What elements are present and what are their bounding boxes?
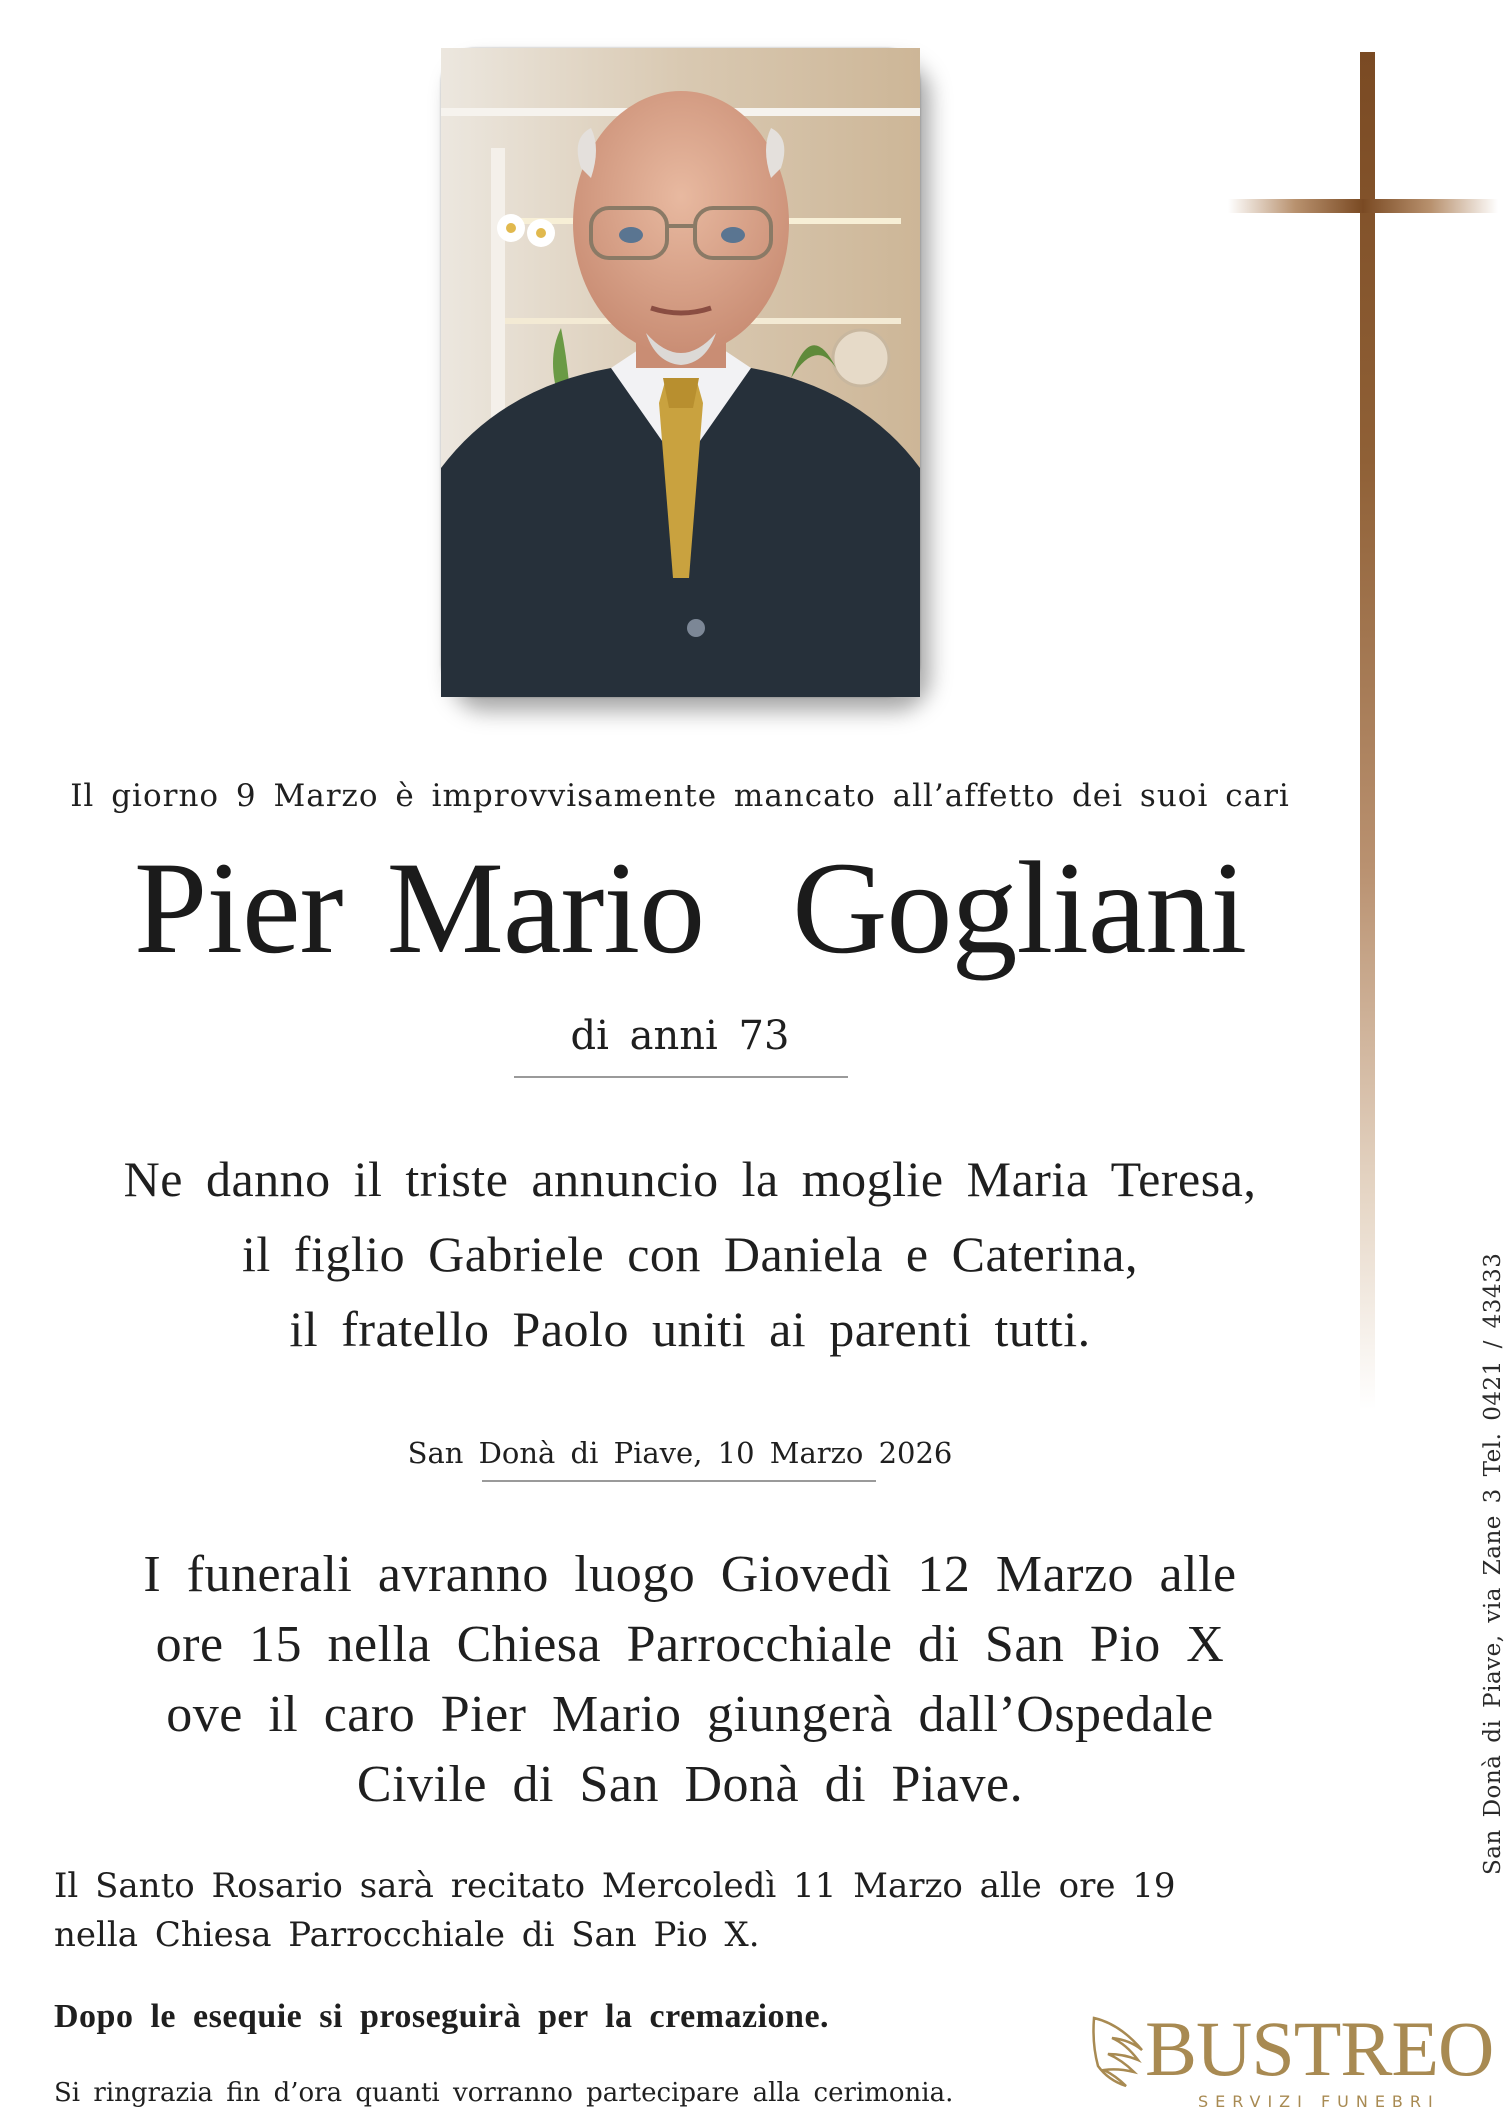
agency-logo	[1090, 2005, 1494, 2111]
funeral-line: Civile di San Donà di Piave.	[356, 1756, 1024, 1813]
age-text: di anni 73	[570, 1013, 790, 1059]
funeral-block	[30, 1540, 1350, 1820]
agency-logo-subtitle: SERVIZI FUNEBRI	[1198, 2092, 1440, 2111]
funeral-line: I funerali avranno luogo Giovedì 12 Marzo alle	[143, 1546, 1237, 1603]
announcement-line: il figlio Gabriele con Daniela e Caterina,	[242, 1226, 1138, 1282]
intro-text: Il giorno 9 Marzo è improvvisamente mancato all’affetto dei suoi cari	[70, 778, 1290, 814]
rosary-line: Il Santo Rosario sarà recitato Mercoledì 11 Marzo alle ore 19	[54, 1866, 1176, 1906]
funeral-line: ove il caro Pier Mario giungerà dall’Ospedale	[166, 1686, 1214, 1743]
rosary-block	[54, 1862, 1254, 1960]
wing-icon	[1090, 2010, 1150, 2090]
deceased-name: Pier Mario Gogliani	[133, 834, 1247, 981]
deceased-portrait	[441, 48, 920, 697]
thanks-note: Si ringrazia fin d’ora quanti vorranno partecipare alla cerimonia.	[54, 2078, 954, 2108]
cross-vertical-bar	[1360, 52, 1375, 1410]
announcement-block	[30, 1142, 1350, 1367]
divider-rule	[482, 1480, 876, 1482]
cross-horizontal-bar	[1228, 199, 1498, 213]
place-date: San Donà di Piave, 10 Marzo 2026	[407, 1436, 953, 1470]
agency-logo-name: BUSTREO	[1145, 2005, 1494, 2092]
divider-rule	[514, 1076, 848, 1078]
portrait-illustration	[441, 48, 920, 697]
rosary-line: nella Chiesa Parrocchiale di San Pio X.	[54, 1915, 760, 1955]
funeral-line: ore 15 nella Chiesa Parrocchiale di San Pio X	[155, 1616, 1225, 1673]
agency-contact: San Donà di Piave, via Zane 3 Tel. 0421 / 43433	[1480, 1252, 1506, 1875]
announcement-line: il fratello Paolo uniti ai parenti tutti.	[289, 1301, 1091, 1357]
cremation-note: Dopo le esequie si proseguirà per la cremazione.	[54, 1998, 830, 2035]
announcement-line: Ne danno il triste annuncio la moglie Maria Teresa,	[123, 1151, 1257, 1207]
